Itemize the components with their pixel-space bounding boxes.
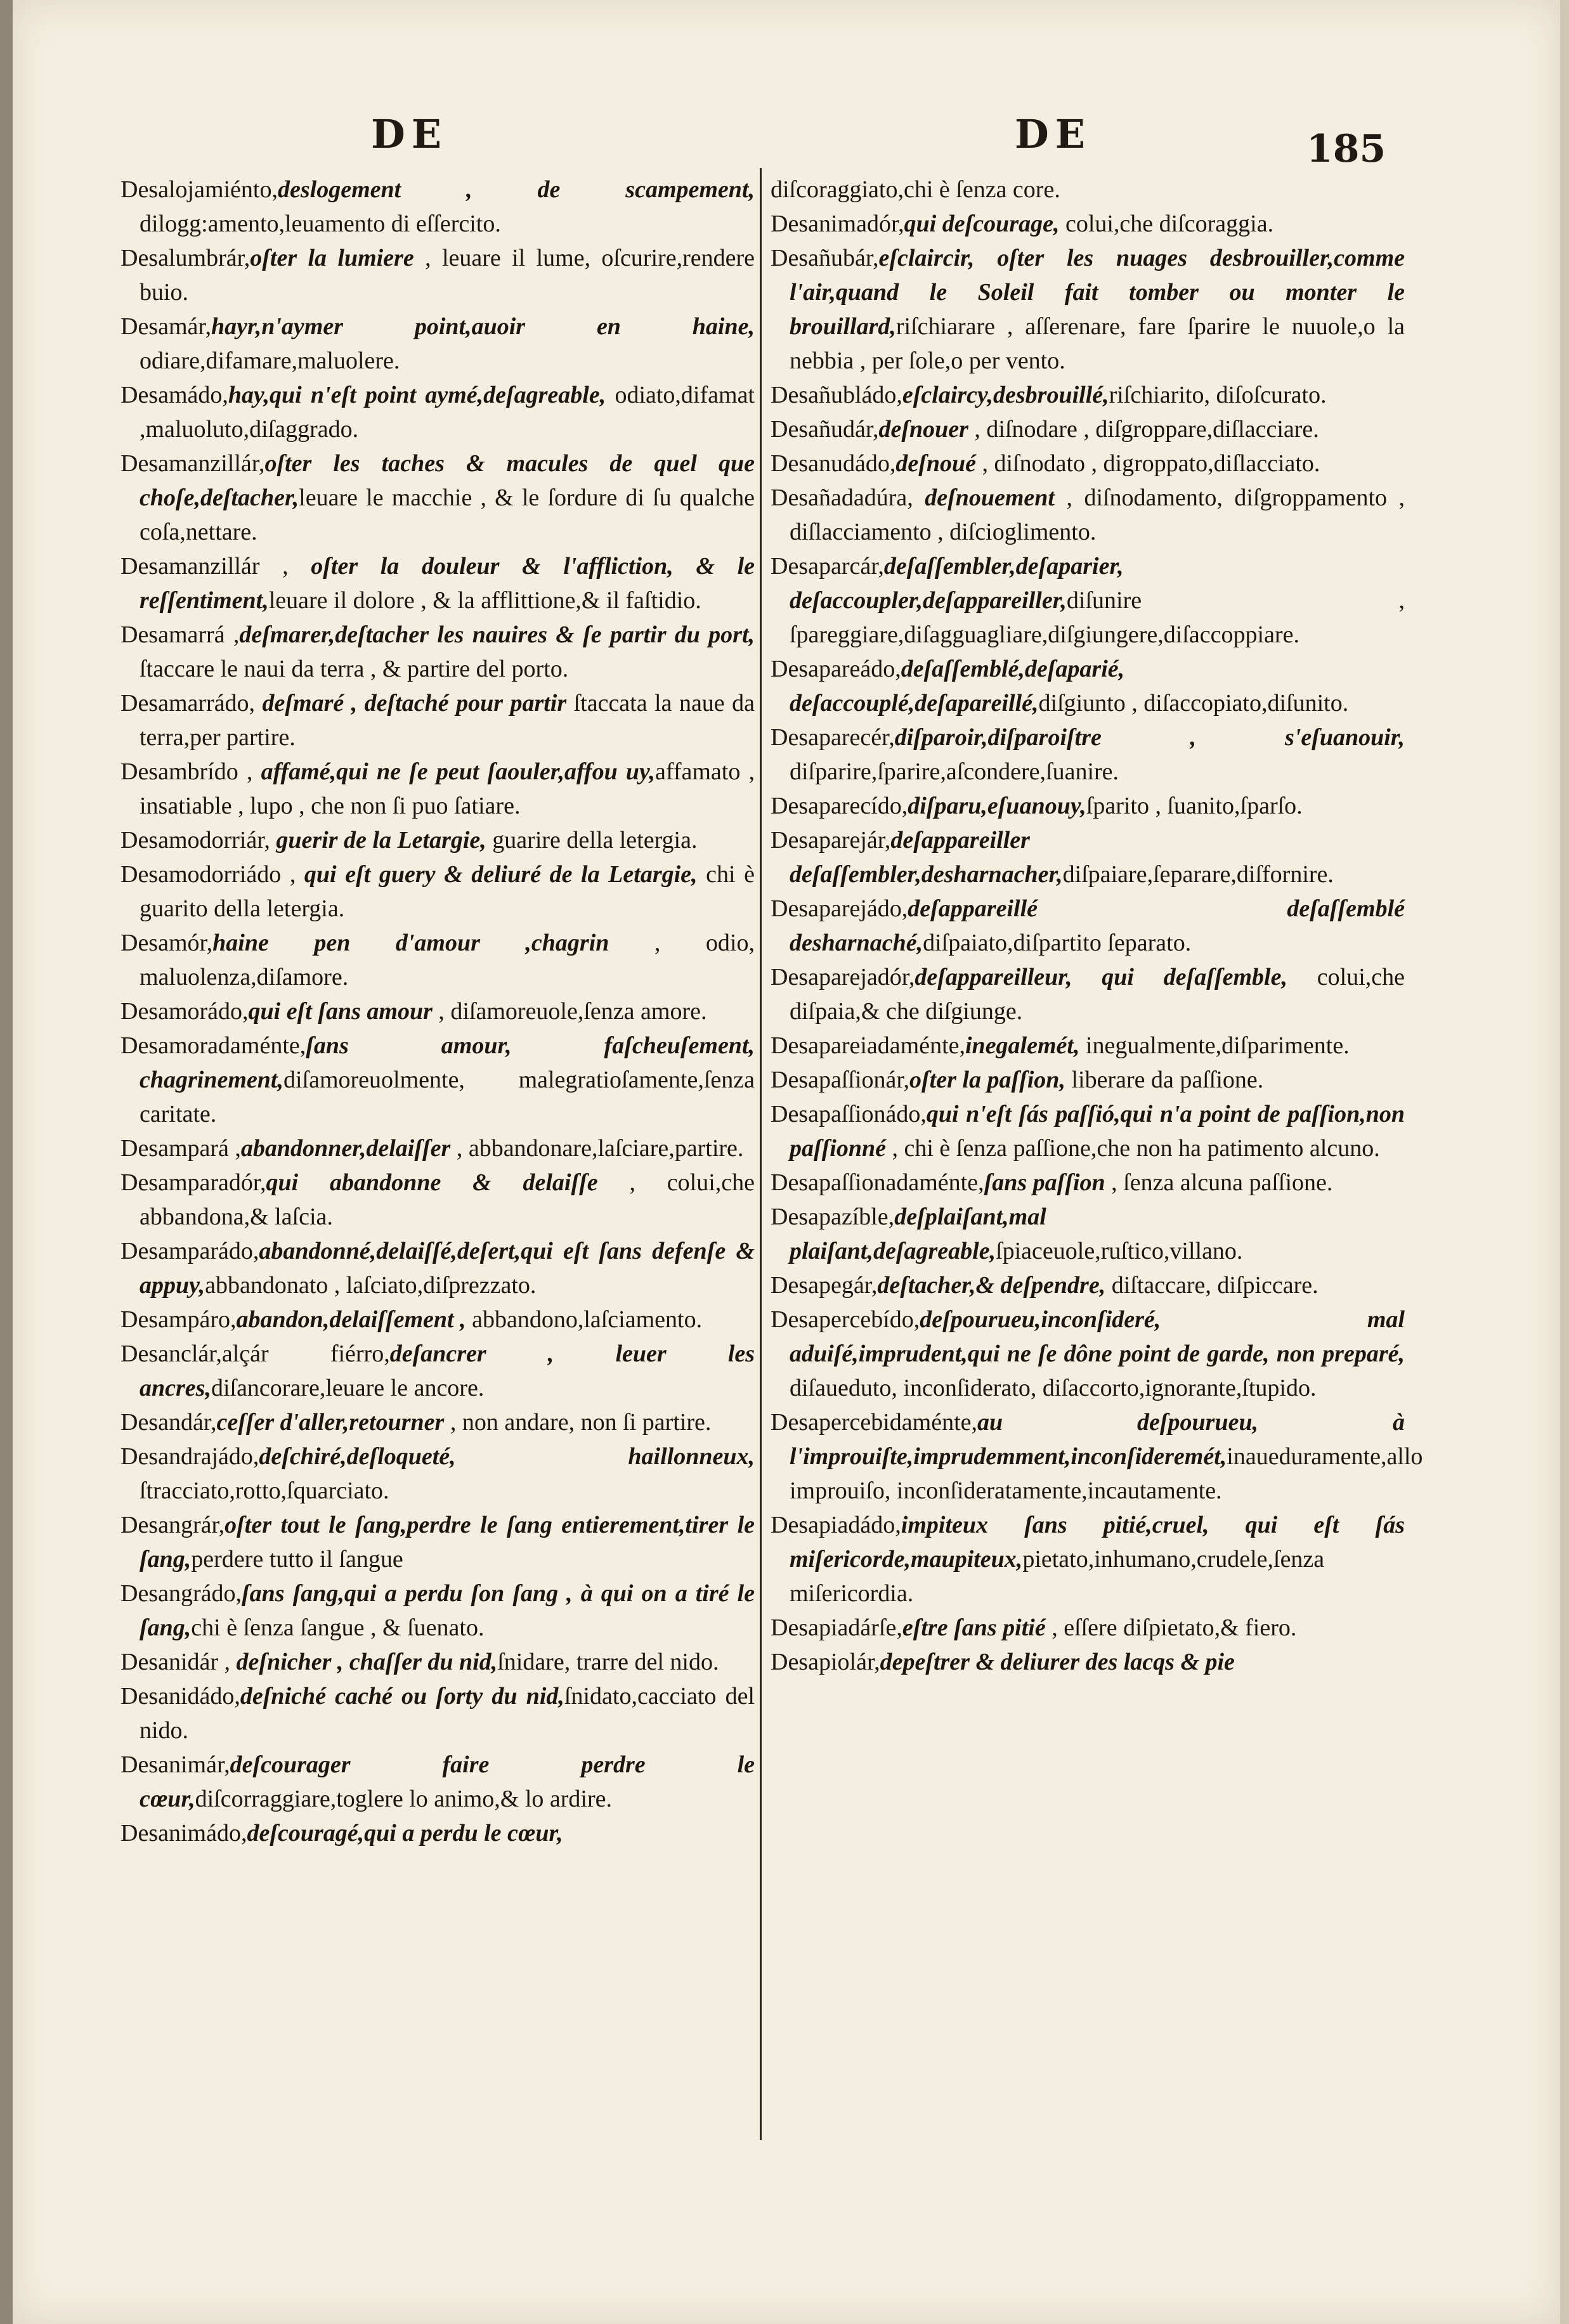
dictionary-entry [771, 207, 1405, 241]
italian-gloss: , diſamoreuole,ſenza amore. [432, 998, 707, 1025]
headword: Desamodorriádo , [120, 861, 296, 888]
dictionary-entry [120, 1405, 755, 1439]
italian-gloss: , colui,che abbandona,& laſcia. [140, 1169, 755, 1230]
dictionary-entry [120, 309, 755, 378]
french-gloss: eſtre ſans pitié [902, 1614, 1046, 1641]
italian-gloss: , ſenza alcuna paſſione. [1105, 1169, 1333, 1196]
dictionary-entry [120, 1748, 755, 1816]
headword: Desaparcár, [771, 553, 884, 580]
french-gloss: deſcouragé,qui a perdu le cœur, [247, 1820, 563, 1847]
dictionary-entry [120, 1302, 755, 1337]
dictionary-entry [120, 1645, 755, 1679]
headword: Desaparejádo, [771, 895, 908, 922]
french-gloss: deſpourueu,inconſideré, mal aduiſé,imprudent,qui ne ſe dône point de garde, non preparé, [790, 1306, 1405, 1367]
headword: Desanidár , [120, 1649, 231, 1675]
french-gloss: deſmarer,deſtacher les nauires & ſe partir du port, [239, 621, 755, 648]
dictionary-entry [771, 1029, 1405, 1063]
italian-gloss: diſparire,ſparire,aſcondere,ſuanire. [790, 758, 1119, 785]
french-gloss: deſappareillé deſaſſemblé desharnaché, [790, 895, 1405, 956]
italian-gloss: colui,che diſpaia,& che diſgiunge. [790, 964, 1405, 1025]
dictionary-entry [771, 823, 1405, 892]
headword: Desapazíble, [771, 1204, 895, 1230]
headword: Desapaſſionadaménte, [771, 1169, 984, 1196]
french-gloss: oſter la douleur & l'affliction, & le reſſentiment, [140, 553, 755, 614]
french-gloss: deſnouer [878, 416, 968, 443]
french-gloss: deſaſſemblé,deſaparié, deſaccouplé,deſapareillé, [790, 656, 1125, 717]
headword: Desapegár, [771, 1272, 878, 1299]
french-gloss: deſniché caché ou ſorty du nid, [240, 1683, 564, 1710]
dictionary-entry [771, 241, 1405, 378]
french-gloss: deſchiré,deſloqueté, haillonneux, [259, 1443, 755, 1470]
italian-gloss: odiare,difamare,maluolere. [140, 347, 400, 374]
dictionary-entry [120, 926, 755, 994]
french-gloss: eſclaircir, oſter les nuages desbrouiller,comme l'air,quand le Soleil fait tomber ou monter le brouillard, [790, 245, 1405, 340]
french-gloss: oſter la lumiere [250, 245, 414, 271]
french-gloss: abandonné,delaiſſé,deſert,qui eſt ſans defenſe & appuy, [140, 1238, 755, 1299]
headword: Desaparejadór, [771, 964, 915, 990]
dictionary-entry [771, 720, 1405, 789]
headword: Desapercebidaménte, [771, 1409, 977, 1436]
french-gloss: deſnicher , chaſſer du nid, [230, 1649, 498, 1675]
italian-gloss: diſpaiato,diſpartito ſeparato. [923, 930, 1192, 956]
italian-gloss: diſamoreuolmente, malegratioſamente,ſenza caritate. [140, 1067, 755, 1127]
headword: Desapareádo, [771, 656, 901, 682]
italian-gloss: inaueduramente,allo improuiſo, inconſideratamente,incautamente. [790, 1443, 1423, 1504]
headword: Desalumbrár, [120, 245, 251, 271]
headword: Desañudár, [771, 416, 879, 443]
dictionary-entry [771, 378, 1405, 412]
page-edge [0, 0, 13, 2324]
french-gloss: oſter tout le ſang,perdre le ſang entierement,tirer le ſang, [140, 1512, 755, 1573]
headword: Desamorádo, [120, 998, 249, 1025]
headword: Desamádo, [120, 382, 228, 408]
french-gloss: ſans ſang,qui a perdu ſon ſang , à qui on a tiré le ſang, [140, 1580, 755, 1641]
italian-gloss: , abbandonare,laſciare,partire. [450, 1135, 744, 1162]
french-gloss: qui eſt ſans amour [248, 998, 433, 1025]
headword: Desandár, [120, 1409, 217, 1436]
italian-gloss: inegualmente,diſparimente. [1079, 1032, 1350, 1059]
dictionary-entry [120, 446, 755, 549]
french-gloss: inegalemét, [965, 1032, 1080, 1059]
french-gloss: impiteux ſans pitié,cruel, qui eſt ſás miſericorde,maupiteux, [790, 1512, 1405, 1573]
dictionary-entry [771, 1611, 1405, 1645]
dictionary-entry [771, 549, 1405, 652]
headword: Desapiadádo, [771, 1512, 901, 1538]
french-gloss: affamé,qui ne ſe peut ſaouler,affou uy, [252, 758, 655, 785]
french-gloss: qui eſt guery & deliuré de la Letargie, [296, 861, 698, 888]
italian-gloss: , diſnodato , digroppato,diſlacciato. [976, 450, 1320, 477]
italian-gloss: chi è guarito della letergia. [140, 861, 755, 922]
italian-gloss: riſchiarito, diſoſcurato. [1109, 382, 1327, 408]
headword: Desamarrádo, [120, 690, 256, 717]
headword: Desambrído , [120, 758, 253, 785]
italian-gloss: ſnidato,cacciato del nido. [140, 1683, 755, 1744]
dictionary-entry [771, 652, 1405, 720]
french-gloss: abandonner,delaiſſer [240, 1135, 451, 1162]
headword: Desapaſſionádo, [771, 1101, 927, 1127]
dictionary-entry [120, 823, 755, 857]
dictionary-entry [771, 960, 1405, 1029]
italian-gloss: diſancorare,leuare le ancore. [211, 1375, 485, 1401]
left-column [120, 172, 755, 1850]
headword: Desamarrá , [120, 621, 240, 648]
italian-gloss: leuare le macchie , & le ſordure di ſu qualche coſa,nettare. [140, 484, 755, 545]
headword: Desampará , [120, 1135, 241, 1162]
french-gloss: ceſſer d'aller,retourner [216, 1409, 445, 1436]
dictionary-entry [771, 892, 1405, 960]
headword: Desañubládo, [771, 382, 902, 408]
italian-gloss: liberare da paſſione. [1065, 1067, 1264, 1093]
french-gloss: eſclaircy,desbrouillé, [902, 382, 1109, 408]
italian-gloss: riſchiarare , aſſerenare, fare ſparire le nuuole,o la nebbia , per ſole,o per vento. [790, 313, 1405, 374]
french-gloss: diſparu,eſuanouy, [908, 793, 1086, 819]
italian-gloss: , non andare, non ſi partire. [444, 1409, 712, 1436]
french-gloss: haine pen d'amour ,chagrin [212, 930, 609, 956]
headword: Desanimadór, [771, 211, 904, 237]
dictionary-entry [120, 1029, 755, 1131]
dictionary-entry [120, 1234, 755, 1302]
headword: Desamparadór, [120, 1169, 266, 1196]
dictionary-entry [771, 789, 1405, 823]
dictionary-entry [120, 1439, 755, 1508]
dictionary-entry [120, 857, 755, 926]
italian-gloss: perdere tutto il ſangue [191, 1546, 403, 1573]
headword: Desanclár,alçár fiérro, [120, 1341, 390, 1367]
italian-gloss: diſcoraggiato,chi è ſenza core. [771, 176, 1060, 203]
italian-gloss: ſtaccata la naue da terra,per partire. [140, 690, 755, 751]
italian-gloss: abbandonato , laſciato,diſprezzato. [205, 1272, 537, 1299]
dictionary-entry [120, 1131, 755, 1165]
headword: Desañubár, [771, 245, 879, 271]
headword: Desapareiadaménte, [771, 1032, 965, 1059]
headword: Desaparejár, [771, 827, 891, 854]
french-gloss: oſter la paſſion, [909, 1067, 1065, 1093]
french-gloss: deſplaiſant,mal plaiſant,deſagreable, [790, 1204, 1046, 1264]
dictionary-entry [120, 618, 755, 686]
dictionary-entry [120, 1508, 755, 1576]
french-gloss: qui deſcourage, [904, 211, 1060, 237]
headword: Desanimádo, [120, 1820, 247, 1847]
italian-gloss: diſunire , ſpareggiare,diſagguagliare,diſgiungere,diſaccoppiare. [790, 587, 1405, 648]
french-gloss: deſappareilleur, qui deſaſſemble, [915, 964, 1287, 990]
dictionary-entry [771, 481, 1405, 549]
dictionary-entry [771, 1268, 1405, 1302]
french-gloss: deslogement , de scampement, [277, 176, 755, 203]
dictionary-entry [771, 172, 1405, 207]
french-gloss: ſans amour, faſcheuſement, chagrinement, [140, 1032, 755, 1093]
dictionary-entry [771, 1645, 1405, 1679]
headword: Desangrádo, [120, 1580, 242, 1607]
dictionary-entry [771, 1405, 1423, 1508]
headword: Desalojamiénto, [120, 176, 278, 203]
headword: Desamanzillár , [120, 553, 289, 580]
dictionary-entry [771, 1508, 1405, 1611]
headword: Desaparecído, [771, 793, 908, 819]
headword: Desamparádo, [120, 1238, 259, 1264]
headword: Desamanzillár, [120, 450, 265, 477]
dictionary-entry [771, 1200, 1405, 1268]
french-gloss: deſnoué [895, 450, 976, 477]
headword: Desapercebído, [771, 1306, 920, 1333]
headword: Desanudádo, [771, 450, 896, 477]
italian-gloss: odiato,difamat ,maluoluto,diſaggrado. [140, 382, 755, 443]
french-gloss: deſtacher,& deſpendre, [877, 1272, 1106, 1299]
headword: Desamár, [120, 313, 212, 340]
dictionary-entry [120, 549, 755, 618]
french-gloss: diſparoir,diſparoiſtre , s'eſuanouir, [894, 724, 1405, 751]
italian-gloss: diſtaccare, diſpiccare. [1105, 1272, 1318, 1299]
italian-gloss: , leuare il lume, oſcurire,rendere buio. [140, 245, 755, 306]
book-page [13, 0, 1560, 2324]
headword: Desamoradaménte, [120, 1032, 306, 1059]
dictionary-entry [120, 1165, 755, 1234]
french-gloss: oſter les taches & macules de quel que choſe,deſtacher, [140, 450, 755, 511]
italian-gloss: ſpiaceuole,ruſtico,villano. [996, 1238, 1243, 1264]
italian-gloss: affamato , insatiable , lupo , che non ſi puo ſatiare. [140, 758, 755, 819]
headword: Desamór, [120, 930, 213, 956]
italian-gloss: , chi è ſenza paſſione,che non ha patimento alcuno. [886, 1135, 1380, 1162]
french-gloss: guerir de la Letargie, [270, 827, 486, 854]
headword: Desampáro, [120, 1306, 237, 1333]
french-gloss: qui n'eſt ſás paſſió,qui n'a point de paſſion,non paſſionné [790, 1101, 1405, 1162]
italian-gloss: dilogg:amento,leuamento di eſſercito. [140, 211, 501, 237]
french-gloss: deſmaré , deſtaché pour partir [255, 690, 567, 717]
italian-gloss: ſtaccare le naui da terra , & partire del porto. [140, 656, 569, 682]
italian-gloss: ſnidare, trarre del nido. [497, 1649, 719, 1675]
french-gloss: deſaſſembler,deſaparier, deſaccoupler,deſappareiller, [790, 553, 1124, 614]
italian-gloss: , odio, maluolenza,diſamore. [140, 930, 755, 990]
running-head-right: DE [1015, 111, 1092, 157]
headword: Desangrár, [120, 1512, 225, 1538]
french-gloss: deſcourager faire perdre le cœur, [140, 1751, 755, 1812]
italian-gloss: ſparito , ſuanito,ſparſo. [1086, 793, 1303, 819]
french-gloss: ſans paſſion [984, 1169, 1105, 1196]
dictionary-entry [120, 1576, 755, 1645]
italian-gloss: pietato,inhumano,crudele,ſenza miſericordia. [790, 1546, 1325, 1607]
french-gloss: hay,qui n'eſt point aymé,deſagreable, [228, 382, 606, 408]
headword: Desamodorriár, [120, 827, 270, 854]
dictionary-entry [771, 1097, 1405, 1165]
headword: Desapaſſionár, [771, 1067, 910, 1093]
headword: Desapiolár, [771, 1649, 880, 1675]
dictionary-entry [120, 378, 755, 446]
italian-gloss: , eſſere diſpietato,& fiero. [1045, 1614, 1297, 1641]
french-gloss: hayr,n'aymer point,auoir en haine, [211, 313, 755, 340]
headword: Desanidádo, [120, 1683, 240, 1710]
italian-gloss: diſgiunto , diſaccopiato,diſunito. [1038, 690, 1349, 717]
dictionary-entry [120, 1679, 755, 1748]
dictionary-entry [771, 446, 1405, 481]
page-number: 185 [1306, 127, 1386, 171]
french-gloss: qui abandonne & delaiſſe [266, 1169, 598, 1196]
french-gloss: deſancrer , leuer les ancres, [140, 1341, 755, 1401]
running-head-left: DE [371, 111, 448, 157]
french-gloss: depeſtrer & deliurer des lacqs & pie [880, 1649, 1235, 1675]
italian-gloss: diſaueduto, inconſiderato, diſaccorto,ignorante,ſtupido. [790, 1375, 1317, 1401]
italian-gloss: ſtracciato,rotto,ſquarciato. [140, 1477, 389, 1504]
headword: Desapiadárſe, [771, 1614, 902, 1641]
italian-gloss: colui,che diſcoraggia. [1059, 211, 1274, 237]
dictionary-entry [771, 412, 1405, 446]
dictionary-entry [120, 994, 755, 1029]
french-gloss: deſappareiller deſaſſembler,desharnacher, [790, 827, 1063, 888]
dictionary-entry [120, 686, 755, 755]
dictionary-entry [120, 172, 755, 241]
dictionary-entry [771, 1063, 1405, 1097]
headword: Desañadadúra, [771, 484, 913, 511]
french-gloss: abandon,delaiſſement , [236, 1306, 466, 1333]
italian-gloss: diſcorraggiare,toglere lo animo,& lo ardire. [195, 1786, 612, 1812]
dictionary-entry [120, 755, 755, 823]
italian-gloss: , diſnodare , diſgroppare,diſlacciare. [968, 416, 1319, 443]
headword: Desanimár, [120, 1751, 230, 1778]
dictionary-entry [120, 1337, 755, 1405]
italian-gloss: , diſnodamento, diſgroppamento , diſlacciamento , diſcioglimento. [790, 484, 1405, 545]
italian-gloss: diſpaiare,ſeparare,diſfornire. [1062, 861, 1334, 888]
italian-gloss: chi è ſenza ſangue , & ſuenato. [191, 1614, 485, 1641]
dictionary-entry [120, 241, 755, 309]
dictionary-entry [771, 1302, 1405, 1405]
italian-gloss: abbandono,laſciamento. [465, 1306, 703, 1333]
right-column [760, 172, 1423, 1679]
italian-gloss: leuare il dolore , & la afflittione,& il faſtidio. [268, 587, 701, 614]
headword: Desandrajádo, [120, 1443, 259, 1470]
italian-gloss: guarire della letergia. [486, 827, 698, 854]
french-gloss: au deſpourueu, à l'improuiſte,imprudemment,inconſideremét, [790, 1409, 1405, 1470]
dictionary-entry [120, 1816, 755, 1850]
dictionary-entry [771, 1165, 1405, 1200]
headword: Desaparecér, [771, 724, 895, 751]
french-gloss: deſnouement [913, 484, 1055, 511]
